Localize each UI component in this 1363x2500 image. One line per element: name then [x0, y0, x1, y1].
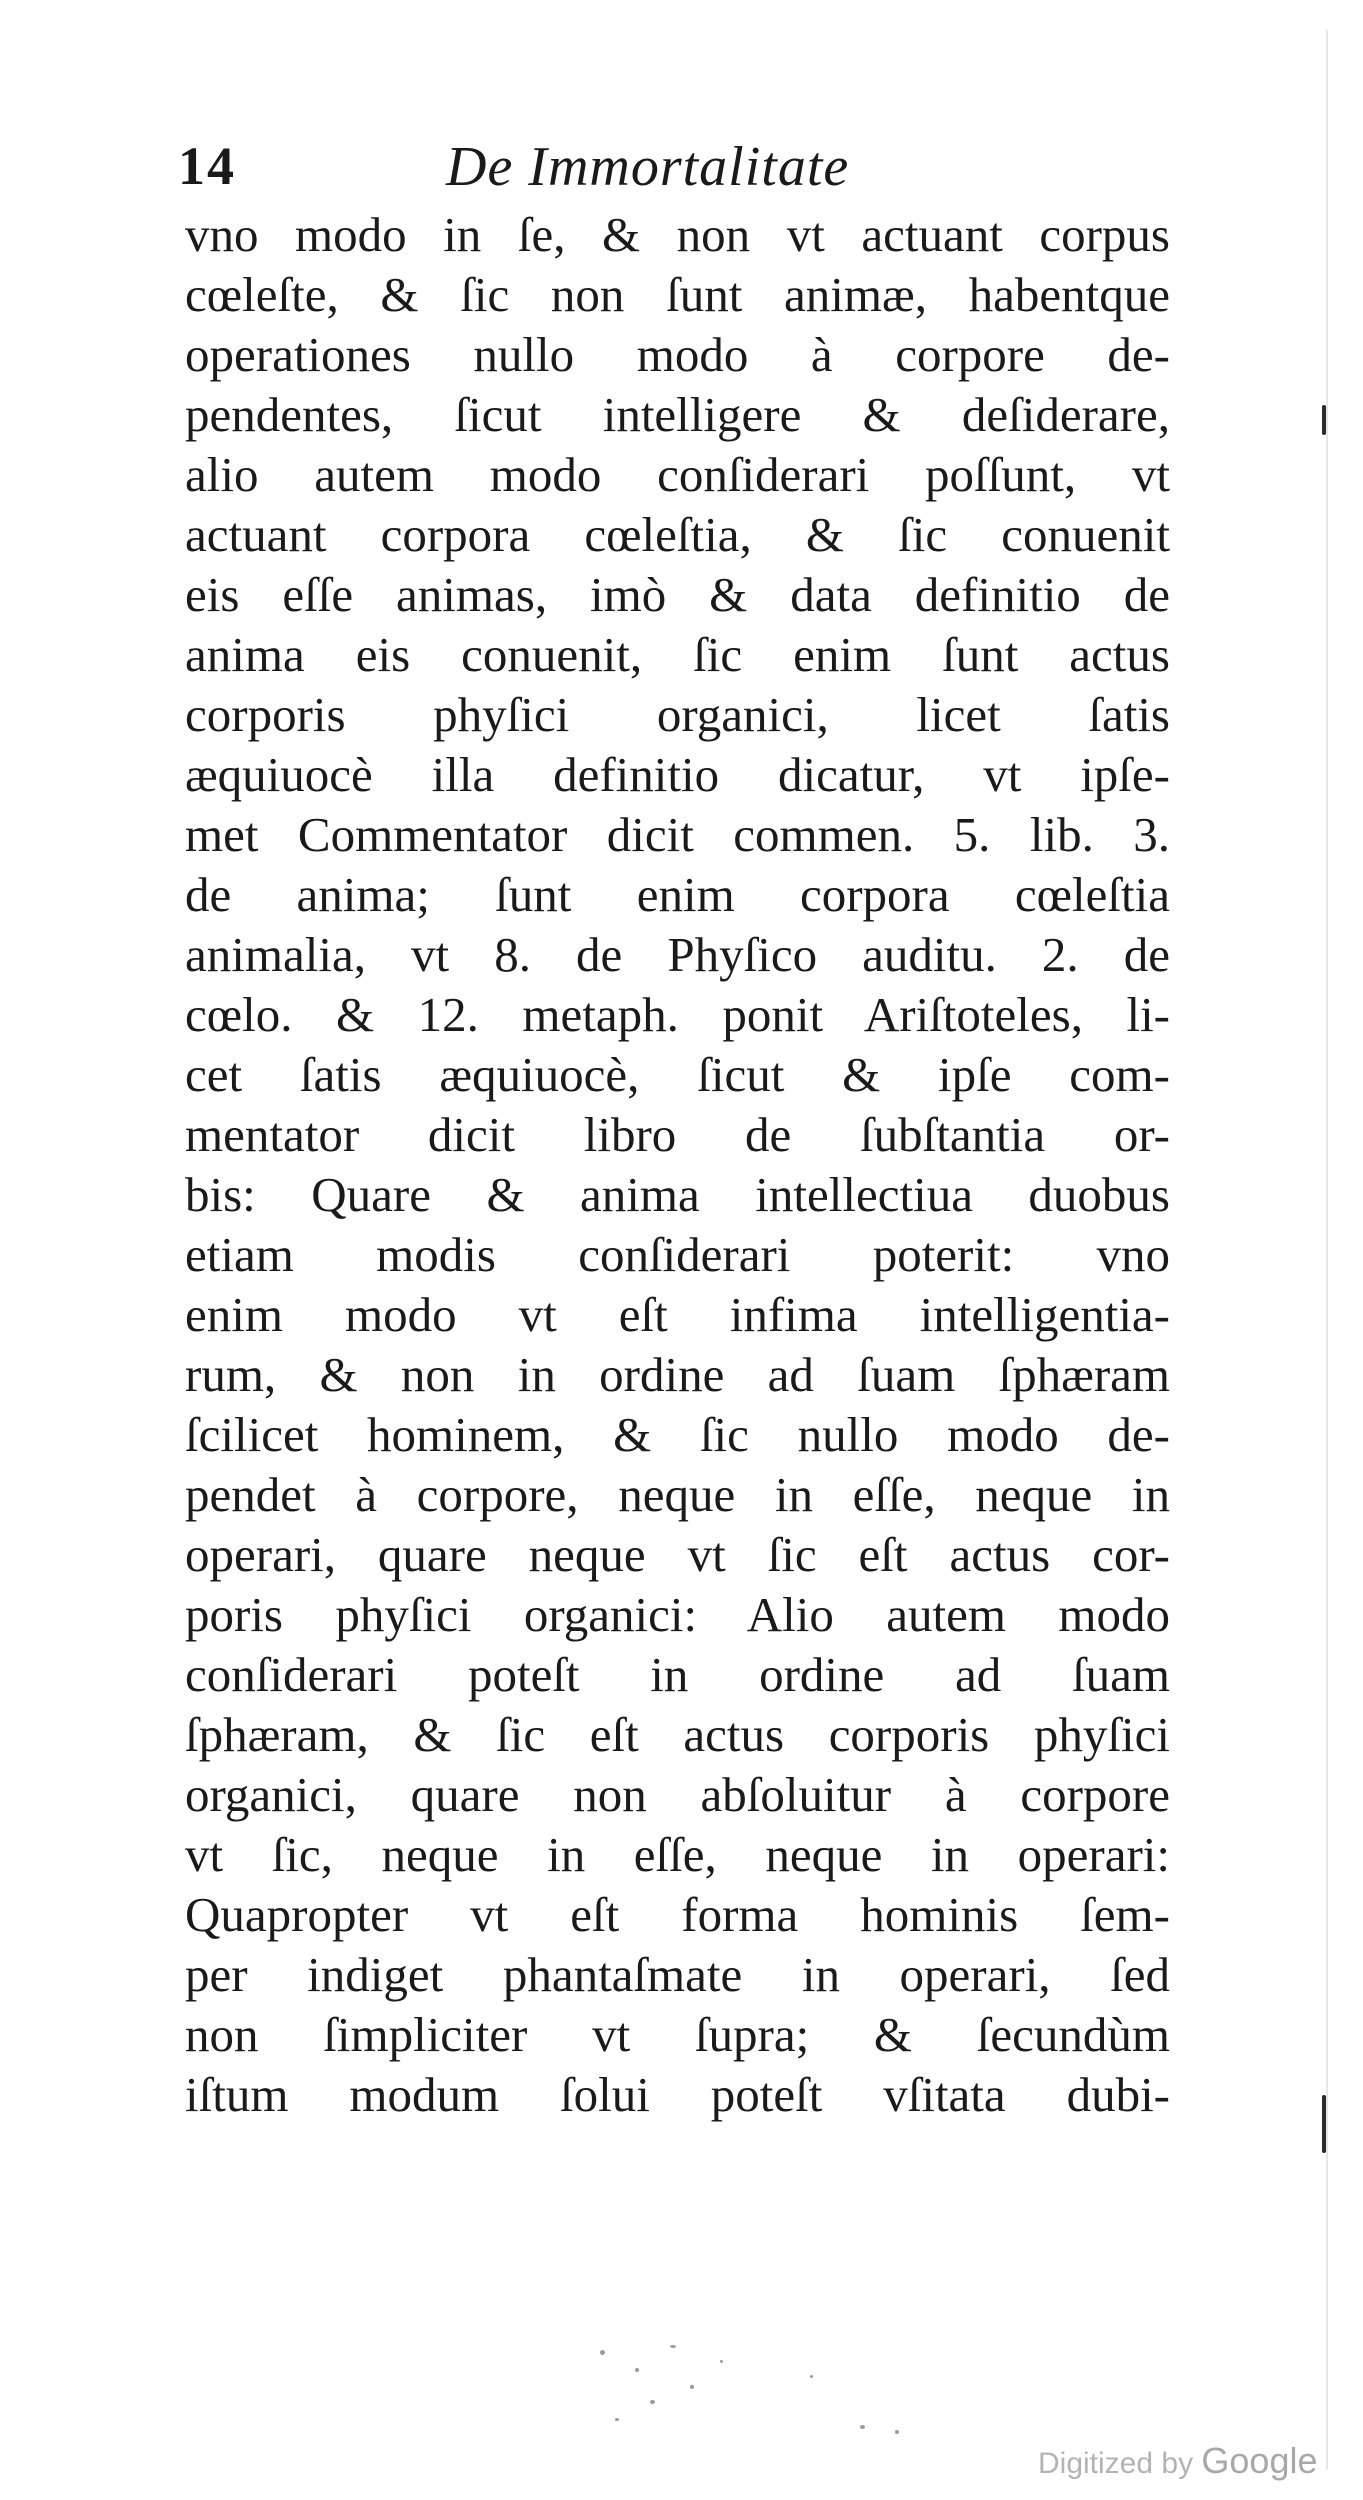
- body-text: [185, 205, 1170, 2125]
- page-number: 14: [178, 136, 236, 196]
- text-line: operari, quare neque vt ſic eſt actus cor-: [185, 1527, 1170, 1582]
- text-line: bis: Quare & anima intellectiua duobus: [185, 1167, 1170, 1222]
- text-line: met Commentator dicit commen. 5. lib. 3.: [185, 807, 1170, 862]
- page-edge: [1326, 30, 1328, 2470]
- text-line: rum, & non in ordine ad ſuam ſphæram: [185, 1347, 1170, 1402]
- text-line: Quapropter vt eſt forma hominis ſem-: [185, 1887, 1170, 1942]
- text-line: vno modo in ſe, & non vt actuant corpus: [185, 207, 1170, 262]
- text-line: pendet à corpore, neque in eſſe, neque in: [185, 1467, 1170, 1522]
- margin-mark: [1322, 405, 1326, 435]
- text-line: cœlo. & 12. metaph. ponit Ariſtoteles, li-: [185, 987, 1170, 1042]
- digitization-watermark: [1038, 2440, 1318, 2482]
- text-line: etiam modis conſiderari poterit: vno: [185, 1227, 1170, 1282]
- text-line: pendentes, ſicut intelligere & deſiderare,: [185, 387, 1170, 442]
- text-line: æquiuocè illa definitio dicatur, vt ipſe-: [185, 747, 1170, 802]
- speck: [895, 2430, 899, 2434]
- text-line: cet ſatis æquiuocè, ſicut & ipſe com-: [185, 1047, 1170, 1102]
- text-line: operationes nullo modo à corpore de-: [185, 327, 1170, 382]
- speck: [690, 2385, 694, 2389]
- text-line: mentator dicit libro de ſubſtantia or-: [185, 1107, 1170, 1162]
- watermark-brand: Google: [1201, 2440, 1318, 2481]
- text-line: conſiderari poteſt in ordine ad ſuam: [185, 1647, 1170, 1702]
- speck: [650, 2400, 655, 2404]
- watermark-prefix: Digitized by: [1038, 2447, 1202, 2480]
- text-line: cœleſte, & ſic non ſunt animæ, habentque: [185, 267, 1170, 322]
- text-line: organici, quare non abſoluitur à corpore: [185, 1767, 1170, 1822]
- text-line: iſtum modum ſolui poteſt vſitata dubi-: [185, 2067, 1170, 2122]
- text-line: ſphæram, & ſic eſt actus corporis phyſici: [185, 1707, 1170, 1762]
- margin-mark: [1322, 2095, 1326, 2153]
- speck: [600, 2350, 605, 2355]
- text-line: per indiget phantaſmate in operari, ſed: [185, 1947, 1170, 2002]
- text-line: non ſimpliciter vt ſupra; & ſecundùm: [185, 2007, 1170, 2062]
- text-line: enim modo vt eſt infima intelligentia-: [185, 1287, 1170, 1342]
- paper-specks: [560, 2330, 980, 2450]
- speck: [810, 2375, 813, 2378]
- text-line: eis eſſe animas, imò & data definitio de: [185, 567, 1170, 622]
- text-line: de anima; ſunt enim corpora cœleſtia: [185, 867, 1170, 922]
- text-line: vt ſic, neque in eſſe, neque in operari:: [185, 1827, 1170, 1882]
- speck: [720, 2360, 723, 2363]
- text-line: poris phyſici organici: Alio autem modo: [185, 1587, 1170, 1642]
- text-line: corporis phyſici organici, licet ſatis: [185, 687, 1170, 742]
- page-header: [178, 135, 1178, 205]
- text-line: actuant corpora cœleſtia, & ſic conuenit: [185, 507, 1170, 562]
- speck: [860, 2425, 865, 2429]
- running-title: De Immortalitate: [446, 136, 850, 198]
- speck: [615, 2418, 619, 2421]
- text-line: animalia, vt 8. de Phyſico auditu. 2. de: [185, 927, 1170, 982]
- text-line: ſcilicet hominem, & ſic nullo modo de-: [185, 1407, 1170, 1462]
- text-line: anima eis conuenit, ſic enim ſunt actus: [185, 627, 1170, 682]
- speck: [670, 2345, 676, 2348]
- speck: [635, 2368, 639, 2372]
- text-line: alio autem modo conſiderari poſſunt, vt: [185, 447, 1170, 502]
